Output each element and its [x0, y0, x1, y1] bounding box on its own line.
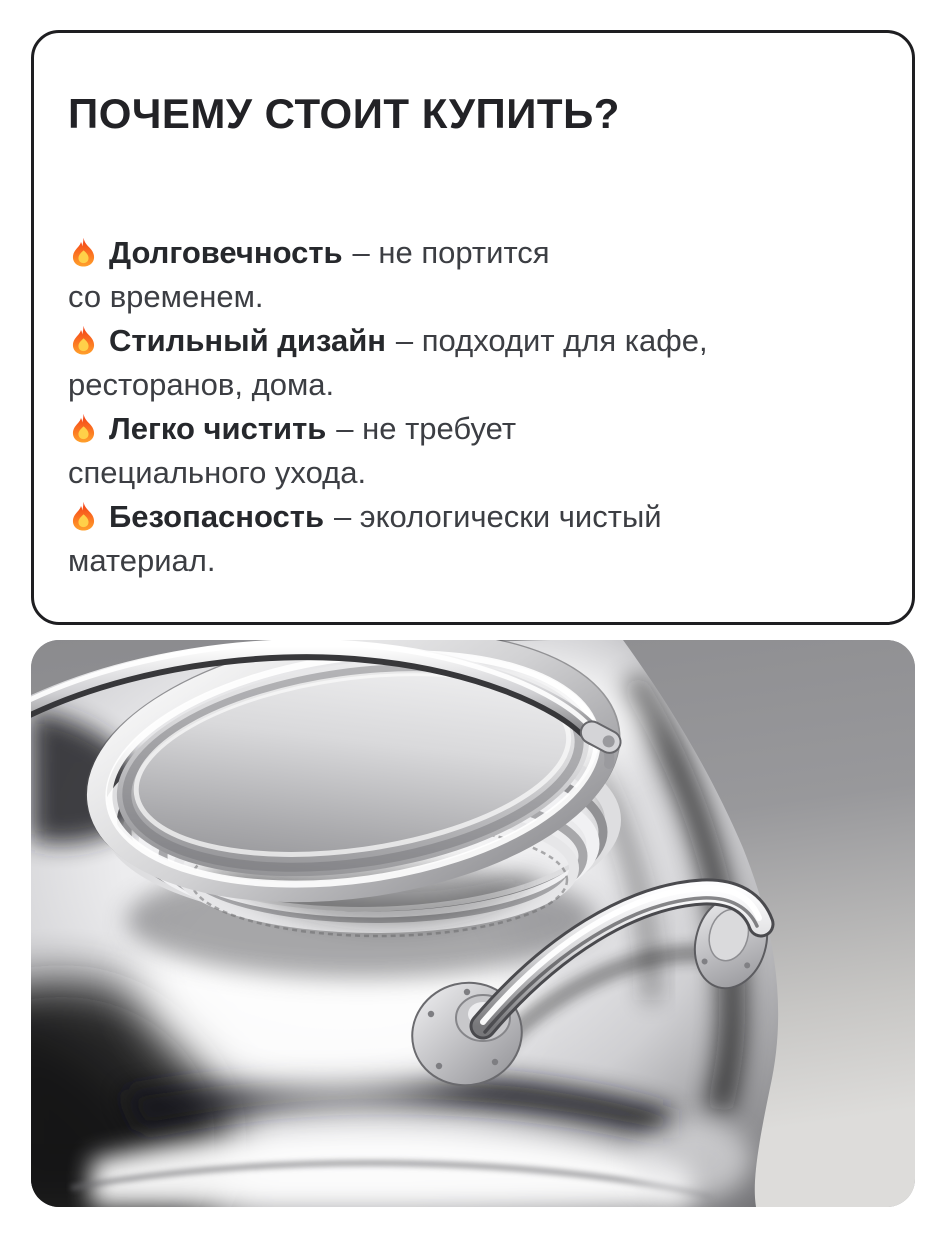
flame-icon — [68, 500, 99, 531]
list-item — [68, 319, 878, 407]
list-item — [68, 407, 878, 495]
flame-icon — [68, 412, 99, 443]
flame-icon — [68, 236, 99, 267]
benefit-line — [68, 323, 708, 358]
benefit-text-continued: ресторанов, дома. — [68, 367, 335, 402]
page-title: ПОЧЕМУ СТОИТ КУПИТЬ? — [68, 90, 620, 137]
benefits-card — [31, 30, 915, 625]
benefit-text: – экологически чистый — [333, 499, 662, 534]
benefit-keyword: Легко чистить — [109, 411, 327, 446]
product-photo — [31, 640, 915, 1207]
benefit-text: – не портится — [352, 235, 550, 270]
benefit-text-continued: материал. — [68, 543, 216, 578]
list-item — [68, 231, 878, 319]
benefit-keyword: Долговечность — [109, 235, 343, 270]
benefit-text-continued: со временем. — [68, 279, 264, 314]
benefit-keyword: Стильный дизайн — [109, 323, 387, 358]
benefit-text: – не требует — [336, 411, 517, 446]
benefits-list — [68, 231, 878, 583]
benefit-text-continued: специального ухода. — [68, 455, 367, 490]
benefit-keyword: Безопасность — [109, 499, 325, 534]
list-item — [68, 495, 878, 583]
flame-icon — [68, 324, 99, 355]
benefit-line — [68, 235, 550, 270]
milk-can-illustration — [31, 640, 915, 1207]
benefit-text: – подходит для кафе, — [395, 323, 708, 358]
benefit-line — [68, 411, 516, 446]
benefit-line — [68, 499, 662, 534]
